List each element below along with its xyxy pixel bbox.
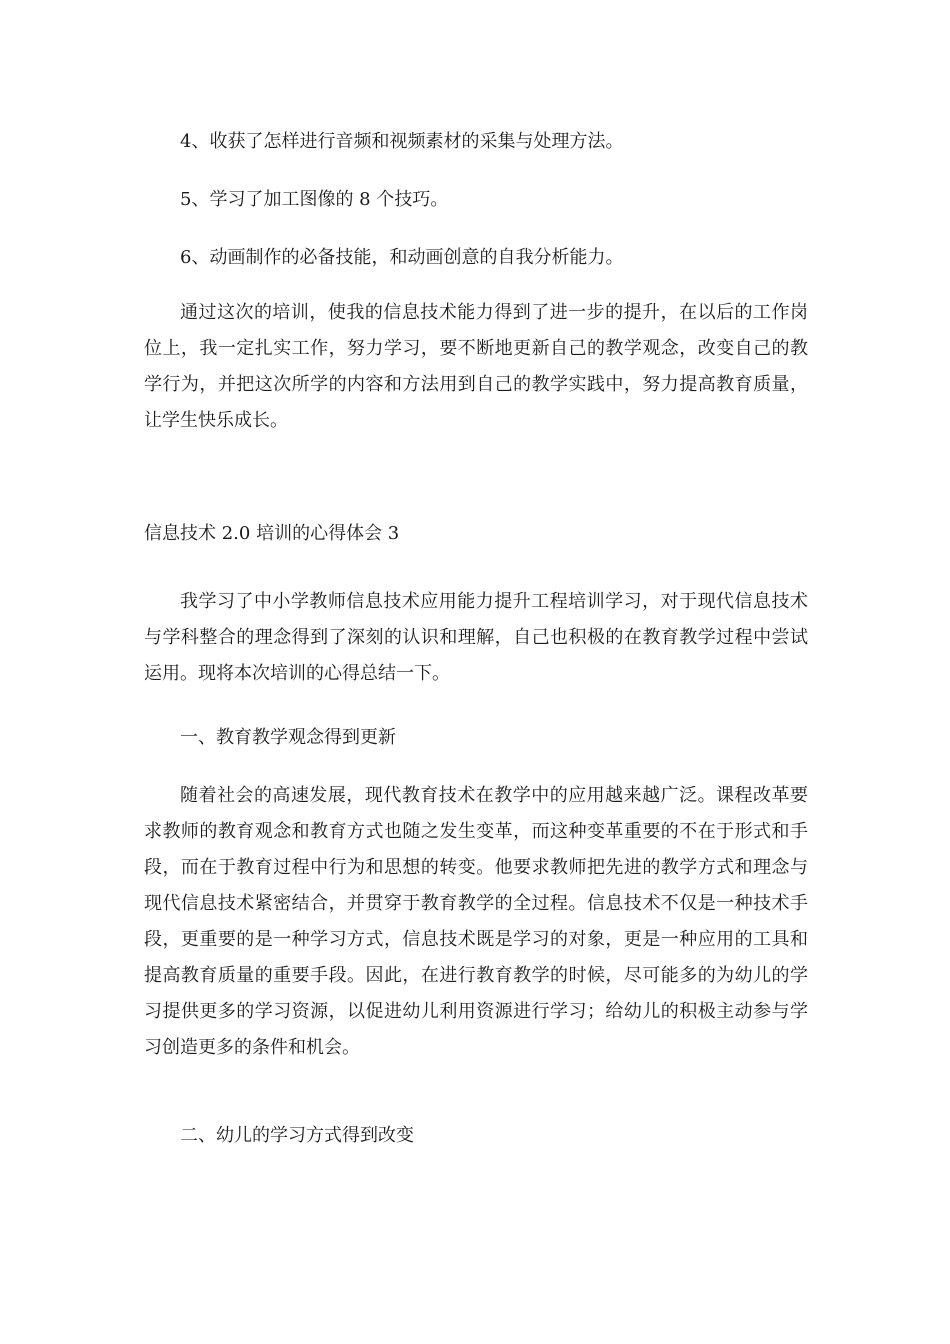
body-paragraph-one: 随着社会的高速发展，现代教育技术在教学中的应用越来越广泛。课程改革要求教师的教育观念和教育方式也随之发生变革，而这种变革重要的不在于形式和手段，而在于教育过程中行为和思想的转变。他要求教师把先进的教学方式和理念与现代信息技术紧密结合，并贯穿于教育教学的全过程。信息技术不仅是一种技术手段，更重要的是一种学习方式，信息技术既是学习的对象，更是一种应用的工具和提高教育质量的重要手段。因此，在进行教育教学的时候，尽可能多的为幼儿的学习提供更多的学习资源，以促进幼儿利用资源进行学习；给幼儿的积极主动参与学习创造更多的条件和机会。	[144, 785, 808, 1058]
list-item: 6、动画制作的必备技能，和动画创意的自我分析能力。	[180, 247, 624, 268]
list-item: 5、学习了加工图像的 8 个技巧。	[180, 189, 449, 210]
intro-paragraph: 我学习了中小学教师信息技术应用能力提升工程培训学习，对于现代信息技术与学科整合的理念得到了深刻的认识和理解，自己也积极的在教育教学过程中尝试运用。现将本次培训的心得总结一下。	[144, 591, 808, 684]
section-title: 信息技术 2.0 培训的心得体会 3	[144, 523, 400, 544]
list-item: 4、收获了怎样进行音频和视频素材的采集与处理方法。	[180, 131, 624, 152]
conclusion-paragraph: 通过这次的培训，使我的信息技术能力得到了进一步的提升，在以后的工作岗位上，我一定扎实工作，努力学习，要不断地更新自己的教学观念，改变自己的教学行为，并把这次所学的内容和方法用到自己的教学实践中，努力提高教育质量，让学生快乐成长。	[144, 302, 808, 431]
subheading-one: 一、教育教学观念得到更新	[180, 727, 396, 748]
subheading-two: 二、幼儿的学习方式得到改变	[180, 1125, 414, 1146]
